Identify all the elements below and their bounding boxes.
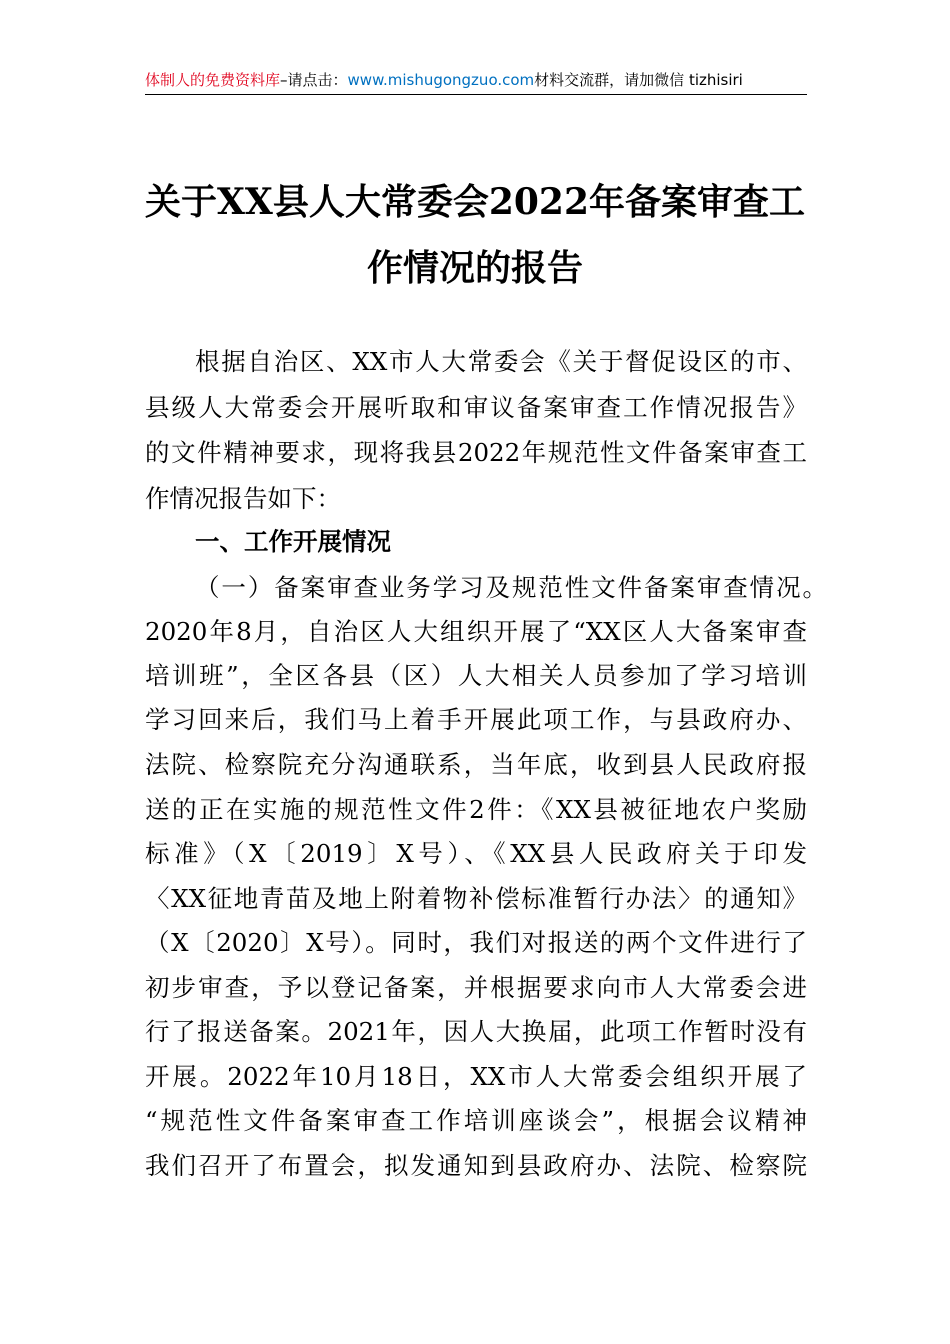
body-line: 学习回来后，我们马上着手开展此项工作，与县政府办、 — [145, 705, 807, 734]
document-title-line-1: 关于XX县人大常委会2022年备案审查工 — [144, 181, 806, 223]
body-line: 标准》（X〔2019〕X号）、《XX县人民政府关于印发 — [145, 839, 807, 868]
intro-line: 的文件精神要求，现将我县2022年规范性文件备案审查工 — [145, 438, 807, 467]
intro-line: 县级人大常委会开展听取和审议备案审查工作情况报告》 — [145, 393, 807, 422]
body-line: 开展。2022年10月18日，XX市人大常委会组织开展了 — [145, 1062, 807, 1091]
header-url-link[interactable]: www.mishugongzuo.com — [347, 71, 535, 89]
page-header — [145, 66, 807, 95]
header-suffix: 材料交流群，请加微信 tizhisiri — [534, 71, 743, 89]
body-line: （一）备案审查业务学习及规范性文件备案审查情况。 — [195, 573, 827, 602]
body-line: 〈XX征地青苗及地上附着物补偿标准暂行办法〉的通知》 — [145, 884, 807, 913]
body-line: 送的正在实施的规范性文件2件：《XX县被征地农户奖励 — [145, 795, 807, 824]
intro-line: 作情况报告如下： — [145, 484, 341, 513]
section-heading: 一、工作开展情况 — [195, 527, 391, 556]
body-line: （X〔2020〕X号）。同时，我们对报送的两个文件进行了 — [145, 928, 807, 957]
body-line: 培训班”，全区各县（区）人大相关人员参加了学习培训 — [145, 661, 807, 690]
header-prefix: –请点击： — [280, 71, 348, 89]
body-line: 我们召开了布置会，拟发通知到县政府办、法院、检察院 — [145, 1151, 807, 1180]
body-line: 行了报送备案。2021年，因人大换届，此项工作暂时没有 — [145, 1017, 807, 1046]
body-line: 2020年8月，自治区人大组织开展了“XX区人大备案审查 — [145, 617, 807, 646]
body-line: “规范性文件备案审查工作培训座谈会”，根据会议精神 — [145, 1106, 807, 1135]
header-brand: 体制人的免费资料库 — [145, 71, 281, 89]
body-line: 法院、检察院充分沟通联系，当年底，收到县人民政府报 — [145, 750, 807, 779]
intro-line: 根据自治区、XX市人大常委会《关于督促设区的市、 — [195, 347, 807, 376]
document-title-line-2: 作情况的报告 — [366, 247, 583, 289]
body-line: 初步审查，予以登记备案，并根据要求向市人大常委会进 — [145, 973, 807, 1002]
